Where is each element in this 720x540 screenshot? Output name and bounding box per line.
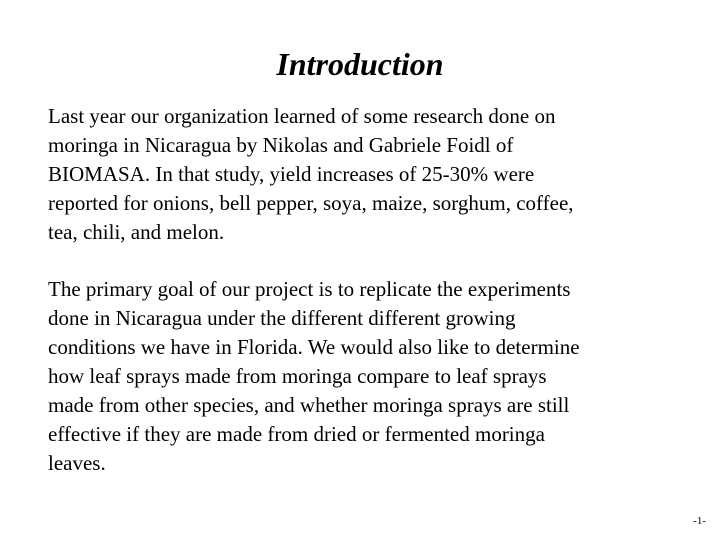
paragraph-line: leaves.: [48, 451, 106, 475]
paragraph-line: how leaf sprays made from moringa compare to leaf sprays: [48, 364, 547, 388]
paragraph-line: done in Nicaragua under the different different growing: [48, 306, 516, 330]
paragraph-line: conditions we have in Florida. We would also like to determine: [48, 335, 580, 359]
paragraph-line: The primary goal of our project is to replicate the experiments: [48, 277, 571, 301]
paragraph-line: moringa in Nicaragua by Nikolas and Gabriele Foidl of: [48, 133, 514, 157]
paragraph-line: effective if they are made from dried or fermented moringa: [48, 422, 545, 446]
slide-title: Introduction: [276, 46, 444, 82]
paragraph-line: made from other species, and whether moringa sprays are still: [48, 393, 570, 417]
page-number: -1-: [693, 515, 706, 527]
paragraph-line: tea, chili, and melon.: [48, 220, 225, 244]
paragraph-project-goal: [48, 275, 688, 478]
paragraph-line: BIOMASA. In that study, yield increases of 25-30% were: [48, 162, 535, 186]
paragraph-line: reported for onions, bell pepper, soya, maize, sorghum, coffee,: [48, 191, 574, 215]
paragraph-line: Last year our organization learned of some research done on: [48, 104, 556, 128]
paragraph-research-background: [48, 102, 688, 247]
